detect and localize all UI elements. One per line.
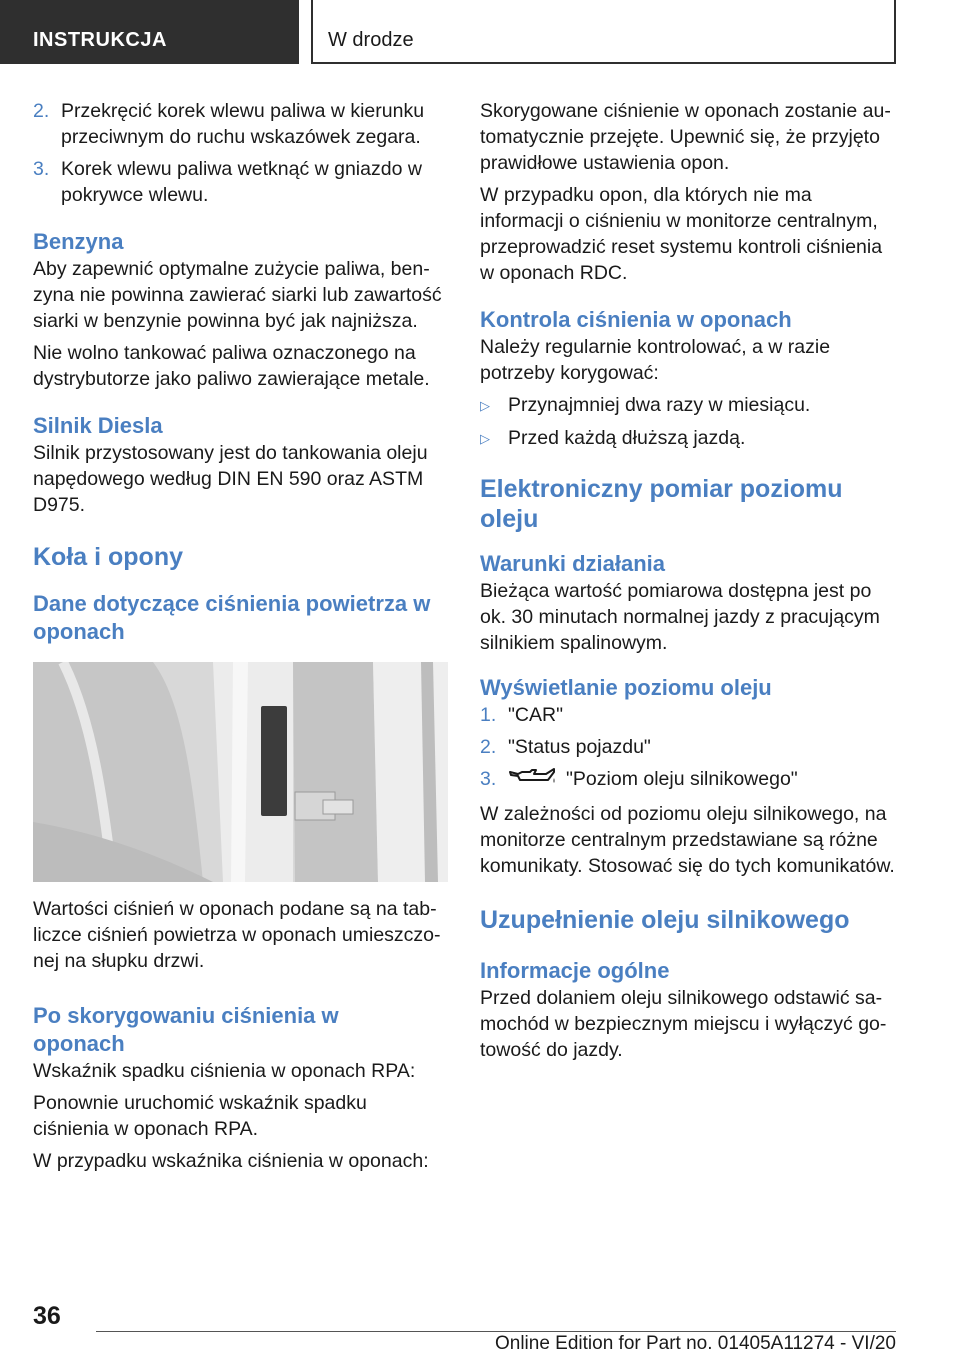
step-number: 3. bbox=[480, 768, 497, 790]
paragraph: Silnik przystosowany jest do tankowania oleju napędowego według DIN EN 590 oraz ASTM D975. bbox=[33, 442, 428, 516]
step-number: 1. bbox=[480, 704, 497, 726]
footer-edition: Online Edition for Part no. 01405A11274 - VI/20 bbox=[494, 1333, 896, 1354]
chapter-heading-kola: Koła i opony bbox=[33, 543, 183, 571]
header-chapter-label: W drodze bbox=[328, 29, 414, 51]
door-pillar-illustration bbox=[33, 662, 448, 882]
section-heading-diesel: Silnik Diesla bbox=[33, 413, 163, 438]
footer-divider bbox=[96, 1331, 896, 1332]
step-text: "Status pojazdu" bbox=[508, 736, 651, 758]
header-section-tab bbox=[0, 0, 299, 64]
step-number: 3. bbox=[33, 158, 50, 180]
list-item bbox=[480, 734, 900, 760]
right-column bbox=[480, 98, 900, 1069]
list-item bbox=[480, 702, 900, 728]
paragraph: W przypadku wskaźnika ciśnienia w oponach: bbox=[33, 1150, 429, 1172]
paragraph: Aby zapewnić optymalne zużycie paliwa, benzyna nie powinna zawierać siarki lub zawartość siarki w benzynie powinna być jak najniższa. bbox=[33, 258, 442, 332]
list-item bbox=[480, 425, 900, 452]
header-section-label: INSTRUKCJA bbox=[33, 29, 167, 51]
paragraph: W przypadku opon, dla których nie ma informacji o ciśnieniu w monitorze centralnym, przeprowadzić reset systemu kontroli ciśnienia w oponach RDC. bbox=[480, 184, 883, 284]
bullet-text: Przed każdą dłuższą jazdą. bbox=[508, 427, 746, 449]
triangle-bullet-icon: ▷ bbox=[480, 431, 490, 446]
step-text: "CAR" bbox=[508, 704, 564, 726]
paragraph: Wskaźnik spadku ciśnienia w oponach RPA: bbox=[33, 1060, 416, 1082]
paragraph: Przed dolaniem oleju silnikowego odstawić samochód w bezpiecznym miejscu i wyłączyć gotowość do jazdy. bbox=[480, 987, 887, 1061]
page-number: 36 bbox=[33, 1302, 61, 1330]
list-item bbox=[480, 392, 900, 419]
left-column bbox=[33, 98, 448, 1180]
chapter-heading-uzupelnienie: Uzupełnienie oleju silnikowego bbox=[480, 906, 850, 934]
paragraph: Skorygowane ciśnienie w oponach zostanie automatycznie przejęte. Upewnić się, że przyjęto prawidłowe ustawienia opon. bbox=[480, 100, 891, 174]
section-heading-cisnienie: Dane dotyczące ciśnienia powietrza w oponach bbox=[33, 591, 431, 644]
section-heading-wyswietlanie: Wyświetlanie poziomu oleju bbox=[480, 675, 772, 700]
paragraph: Bieżąca wartość pomiarowa dostępna jest po ok. 30 minutach normalnej jazdy z pracującym silnikiem spalinowym. bbox=[480, 580, 880, 654]
step-text: Przekręcić korek wlewu paliwa w kierunku przeciwnym do ruchu wskazówek zegara. bbox=[61, 100, 425, 148]
door-pillar-photo bbox=[33, 662, 448, 882]
oil-can-icon bbox=[508, 766, 566, 795]
section-heading-informacje: Informacje ogólne bbox=[480, 958, 670, 983]
header-chapter-tab bbox=[311, 0, 896, 64]
paragraph: Należy regularnie kontrolować, a w razie potrzeby korygować: bbox=[480, 336, 831, 384]
step-number: 2. bbox=[480, 736, 497, 758]
bullet-text: Przynajmniej dwa razy w miesiącu. bbox=[508, 394, 811, 416]
photo-caption: Wartości ciśnień w oponach podane są na tabliczce ciśnień powietrza w oponach umieszczonej na słupku drzwi. bbox=[33, 898, 441, 972]
list-item bbox=[480, 766, 900, 795]
section-heading-benzyna: Benzyna bbox=[33, 229, 124, 254]
list-item bbox=[33, 156, 448, 208]
chapter-heading-elektroniczny: Elektroniczny pomiar poziomu oleju bbox=[480, 475, 843, 533]
step-text: "Poziom oleju silnikowego" bbox=[566, 768, 798, 790]
section-heading-po-skorygowaniu: Po skorygowaniu ciśnienia w oponach bbox=[33, 1003, 339, 1056]
paragraph: Ponownie uruchomić wskaźnik spadku ciśnienia w oponach RPA. bbox=[33, 1092, 367, 1140]
triangle-bullet-icon: ▷ bbox=[480, 398, 490, 413]
section-heading-kontrola: Kontrola ciśnienia w oponach bbox=[480, 307, 792, 332]
list-item bbox=[33, 98, 448, 150]
section-heading-warunki: Warunki działania bbox=[480, 551, 666, 576]
paragraph: Nie wolno tankować paliwa oznaczonego na dystrybutorze jako paliwo zawierające metale. bbox=[33, 342, 430, 390]
paragraph: W zależności od poziomu oleju silnikowego, na monitorze centralnym przedstawiane są różne komunikaty. Stosować się do tych komunikatów. bbox=[480, 803, 895, 877]
step-text: Korek wlewu paliwa wetknąć w gniazdo w pokrywce wlewu. bbox=[61, 158, 422, 206]
step-number: 2. bbox=[33, 100, 50, 122]
